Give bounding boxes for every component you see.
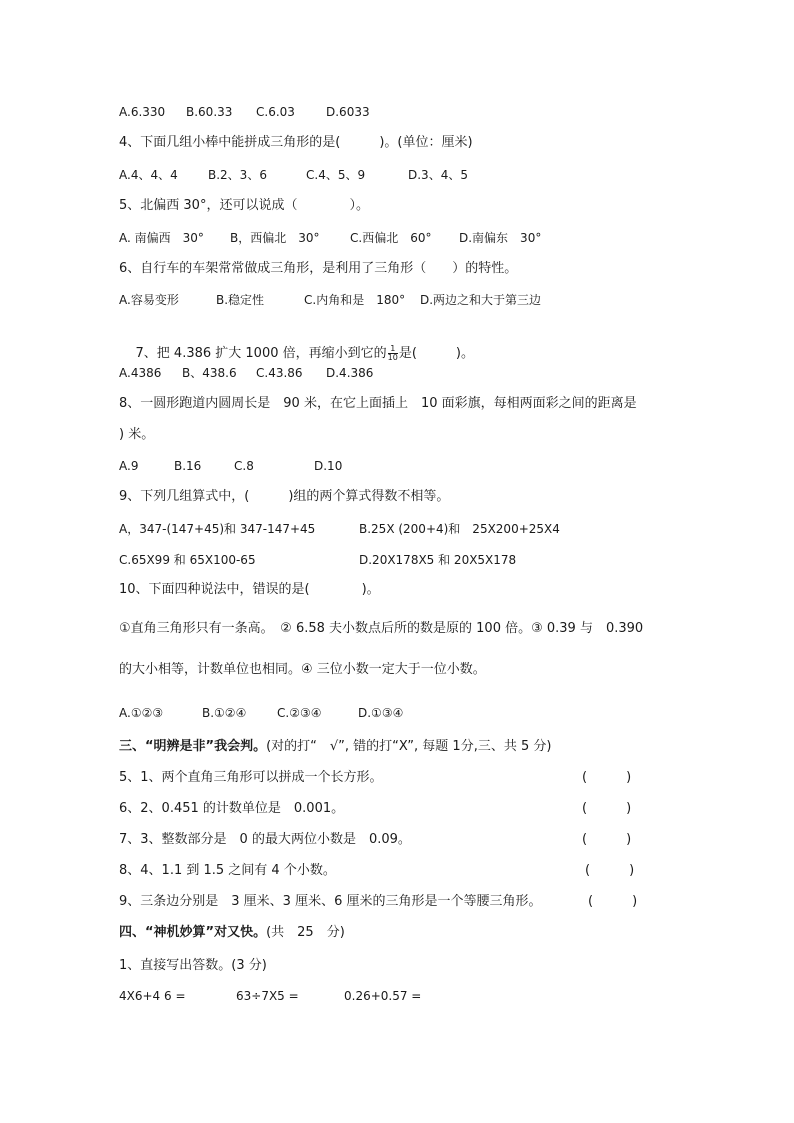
q7-option-b: B、438.6 [182, 366, 237, 380]
q9-option-a: A，347-(147+45)和 347-147+45 [119, 522, 316, 536]
q3-option-a: A.6.330 [119, 105, 166, 119]
q10-statement-line2: 的大小相等，计数单位也相同。④ 三位小数一定大于一位小数。 [119, 662, 486, 677]
calc-item-1: 4X6+4 6 = [119, 989, 186, 1003]
q5-option-d: D.南偏东 30° [459, 231, 542, 245]
section4-title-rest: (共 25 分) [266, 925, 345, 940]
q9-question: 9、下列几组算式中，( )组的两个算式得数不相等。 [119, 489, 450, 504]
answer-paren[interactable]: ( ) [582, 801, 632, 816]
q4-option-c: C.4、5、9 [306, 168, 366, 182]
q8-option-a: A.9 [119, 459, 139, 473]
q6-question: 6、自行车的车架常常做成三角形，是利用了三角形（ ）的特性。 [119, 261, 518, 276]
q5-option-b: B，西偏北 30° [230, 231, 320, 245]
section3-title-rest: (对的打“ √”, 错的打“X”, 每题 1分,三、共 5 分) [266, 739, 552, 754]
answer-paren[interactable]: ( ) [582, 770, 632, 785]
q8-option-c: C.8 [234, 459, 254, 473]
q7-fraction [388, 345, 398, 362]
q3-option-d: D.6033 [326, 105, 370, 119]
q9-option-c: C.65X99 和 65X100-65 [119, 553, 256, 567]
answer-paren[interactable]: ( ) [588, 894, 638, 909]
q10-option-c: C.②③④ [277, 706, 322, 720]
calc-item-3: 0.26+0.57 = [344, 989, 422, 1003]
q6-option-b: B.稳定性 [216, 293, 265, 307]
q8-option-d: D.10 [314, 459, 343, 473]
q9-option-d: D.20X178X5 和 20X5X178 [359, 553, 517, 567]
judge-item: 5、1、两个直角三角形可以拼成一个长方形。 [119, 770, 383, 785]
q8-question-cont: ) 米。 [119, 427, 155, 442]
q6-option-c: C.内角和是 180° [304, 293, 406, 307]
q10-option-b: B.①②④ [202, 706, 247, 720]
section3-title-bold: 三、“明辨是非”我会判。 [119, 739, 267, 754]
q10-option-a: A.①②③ [119, 706, 164, 720]
q4-option-d: D.3、4、5 [408, 168, 468, 182]
q4-question: 4、下面几组小棒中能拼成三角形的是( )。(单位：厘米) [119, 135, 473, 150]
q10-question: 10、下面四种说法中，错误的是( )。 [119, 582, 380, 597]
answer-paren[interactable]: ( ) [585, 863, 635, 878]
q5-option-c: C.西偏北 60° [350, 231, 432, 245]
q7-text-before: 7、把 4.386 扩大 1000 倍，再缩小到它的 [135, 346, 387, 361]
q9-option-b: B.25X (200+4)和 25X200+25X4 [359, 522, 560, 536]
section4-sub1: 1、直接写出答数。(3 分) [119, 958, 267, 973]
judge-item: 8、4、1.1 到 1.5 之间有 4 个小数。 [119, 863, 336, 878]
q3-option-c: C.6.03 [256, 105, 295, 119]
q7-text-after: 是( )。 [398, 346, 474, 361]
answer-paren[interactable]: ( ) [582, 832, 632, 847]
judge-item: 6、2、0.451 的计数单位是 0.001。 [119, 801, 345, 816]
q4-option-b: B.2、3、6 [208, 168, 267, 182]
calc-item-2: 63÷7X5 = [236, 989, 299, 1003]
q10-option-d: D.①③④ [358, 706, 404, 720]
q10-statement-line1: ①直角三角形只有一条高。 ② 6.58 夫小数点后所的数是原的 100 倍。③ 0.39 与 0.390 [119, 621, 644, 636]
q7-option-a: A.4386 [119, 366, 162, 380]
q7-option-c: C.43.86 [256, 366, 303, 380]
q6-option-a: A.容易变形 [119, 293, 179, 307]
q6-option-d: D.两边之和大于第三边 [420, 293, 542, 307]
q5-option-a: A. 南偏西 30° [119, 231, 204, 245]
q3-option-b: B.60.33 [186, 105, 233, 119]
section4-title [119, 924, 345, 942]
section3-title [119, 738, 551, 756]
q5-question: 5、北偏西 30°，还可以说成（ ）。 [119, 198, 369, 213]
q8-question: 8、一圆形跑道内圆周长是 90 米，在它上面插上 10 面彩旗，每相两面彩之间的距离是 [119, 396, 637, 411]
judge-item: 9、三条边分别是 3 厘米、3 厘米、6 厘米的三角形是一个等腰三角形。 [119, 894, 542, 909]
q7-frac-denominator: 10 [387, 353, 398, 362]
q4-option-a: A.4、4、4 [119, 168, 178, 182]
q7-option-d: D.4.386 [326, 366, 374, 380]
q8-option-b: B.16 [174, 459, 202, 473]
judge-item: 7、3、整数部分是 0 的最大两位小数是 0.09。 [119, 832, 411, 847]
q7-frac-numerator: 1 [388, 345, 398, 354]
section4-title-bold: 四、“神机妙算”对又快。 [119, 925, 267, 940]
